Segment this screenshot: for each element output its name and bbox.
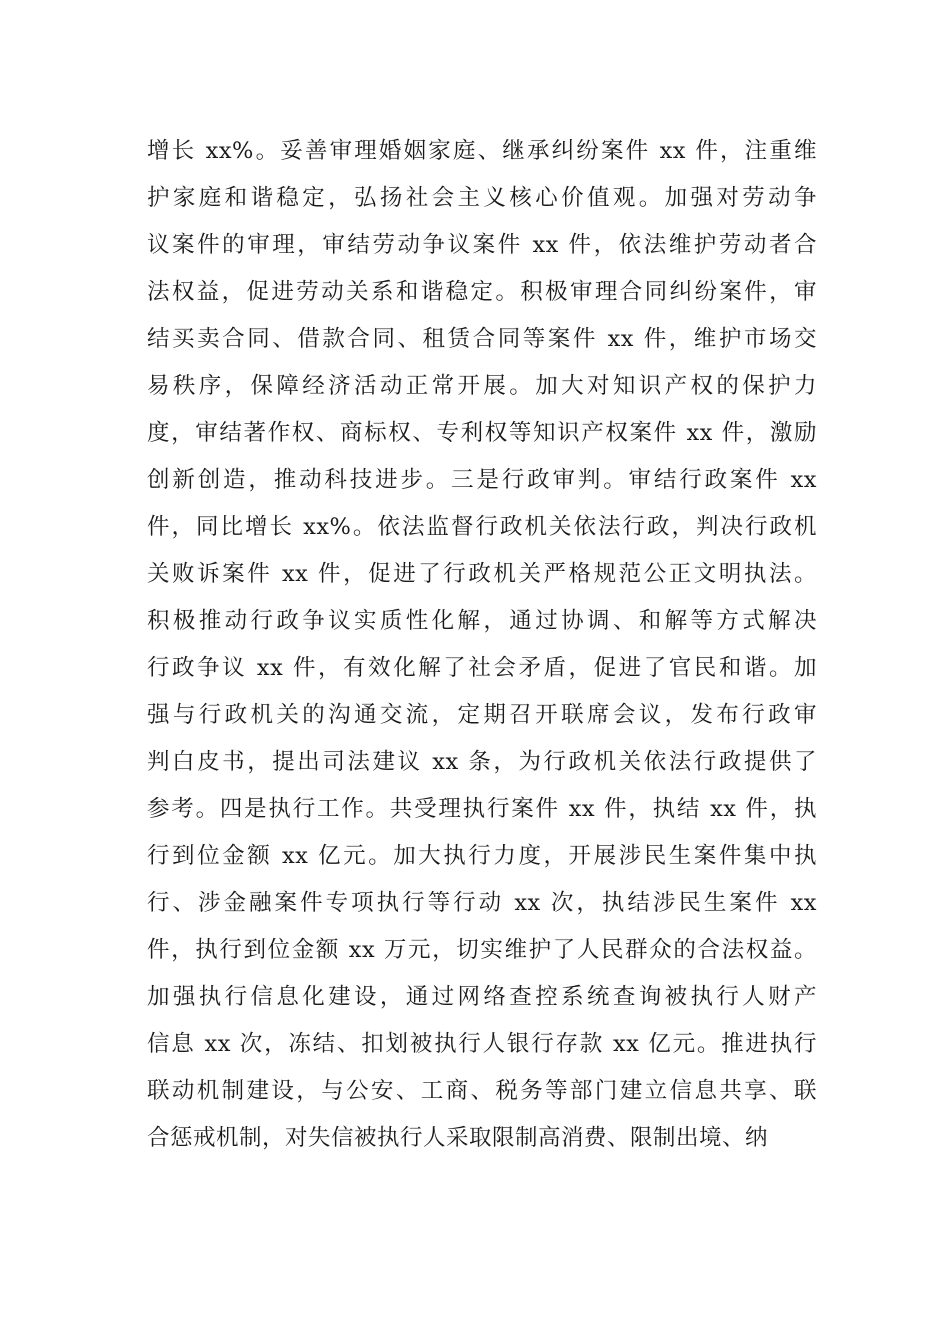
- text-line: 强与行政机关的沟通交流，定期召开联席会议，发布行政审: [147, 702, 817, 728]
- text-line: 行到位金额 xx 亿元。加大执行力度，开展涉民生案件集中执: [147, 843, 817, 869]
- text-line: 联动机制建设，与公安、工商、税务等部门建立信息共享、联: [147, 1078, 817, 1104]
- text-line: 信息 xx 次，冻结、扣划被执行人银行存款 xx 亿元。推进执行: [147, 1031, 817, 1057]
- text-line: 法权益，促进劳动关系和谐稳定。积极审理合同纠纷案件，审: [147, 279, 817, 305]
- text-line: 件，执行到位金额 xx 万元，切实维护了人民群众的合法权益。: [147, 937, 817, 963]
- text-line: 增长 xx%。妥善审理婚姻家庭、继承纠纷案件 xx 件，注重维: [147, 138, 817, 164]
- text-line: 合惩戒机制，对失信被执行人采取限制高消费、限制出境、纳: [147, 1125, 769, 1151]
- text-line: 加强执行信息化建设，通过网络查控系统查询被执行人财产: [147, 984, 817, 1010]
- text-line: 创新创造，推动科技进步。三是行政审判。审结行政案件 xx: [147, 467, 817, 493]
- text-line: 参考。四是执行工作。共受理执行案件 xx 件，执结 xx 件，执: [147, 796, 817, 822]
- text-line: 行、涉金融案件专项执行等行动 xx 次，执结涉民生案件 xx: [147, 890, 817, 916]
- text-line: 易秩序，保障经济活动正常开展。加大对知识产权的保护力: [147, 373, 817, 399]
- text-line: 判白皮书，提出司法建议 xx 条，为行政机关依法行政提供了: [147, 749, 817, 775]
- text-line: 议案件的审理，审结劳动争议案件 xx 件，依法维护劳动者合: [147, 232, 817, 258]
- text-line: 结买卖合同、借款合同、租赁合同等案件 xx 件，维护市场交: [147, 326, 817, 352]
- text-line: 护家庭和谐稳定，弘扬社会主义核心价值观。加强对劳动争: [147, 185, 817, 211]
- text-line: 积极推动行政争议实质性化解，通过协调、和解等方式解决: [147, 608, 817, 634]
- body-text: [147, 128, 817, 1162]
- text-line: 行政争议 xx 件，有效化解了社会矛盾，促进了官民和谐。加: [147, 655, 817, 681]
- text-line: 关败诉案件 xx 件，促进了行政机关严格规范公正文明执法。: [147, 561, 817, 587]
- text-line: 度，审结著作权、商标权、专利权等知识产权案件 xx 件，激励: [147, 420, 817, 446]
- text-line: 件，同比增长 xx%。依法监督行政机关依法行政，判决行政机: [147, 514, 817, 540]
